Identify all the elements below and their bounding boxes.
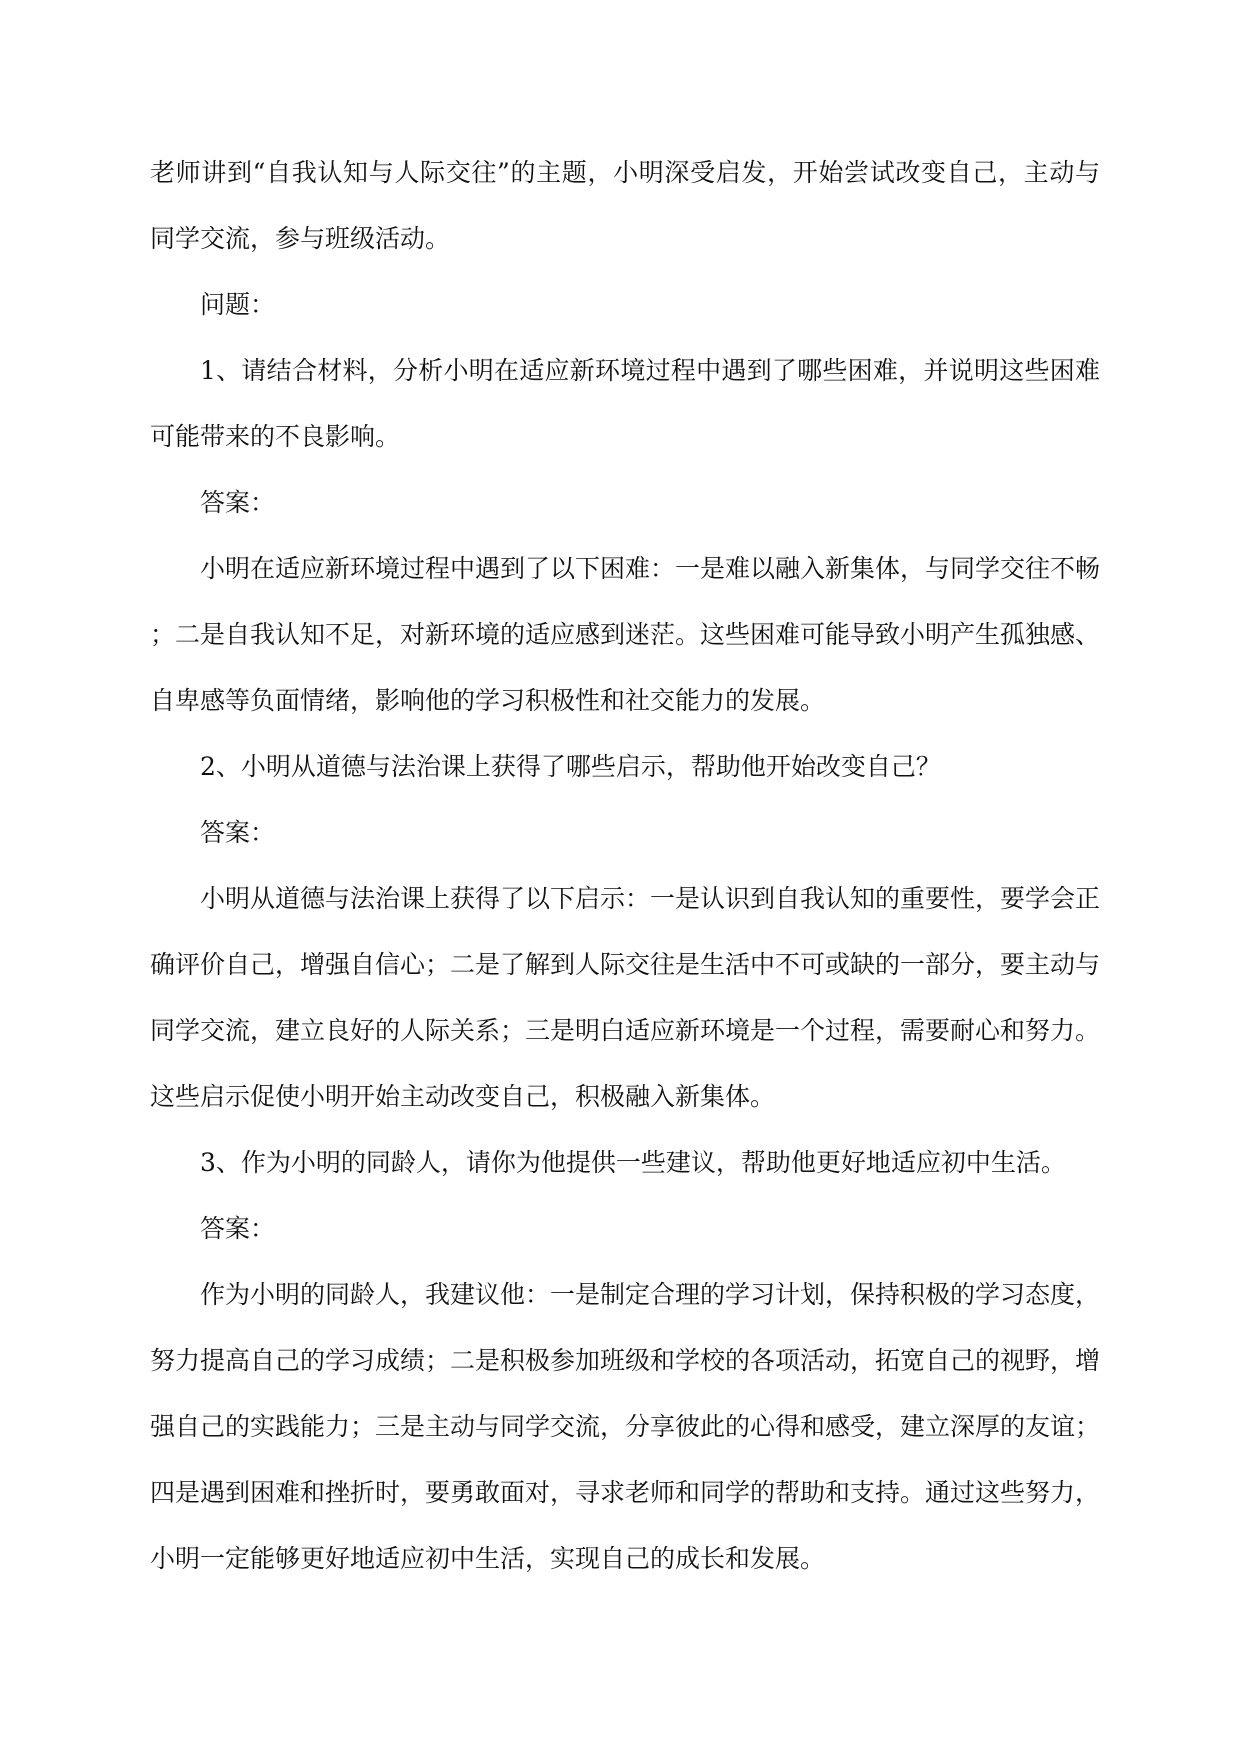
- question-1: 1、请结合材料，分析小明在适应新环境过程中遇到了哪些困难，并说明这些困难可能带来的不良影响。: [150, 356, 1100, 451]
- question-3: 3、作为小明的同龄人，请你为他提供一些建议，帮助他更好地适应初中生活。: [200, 1148, 1066, 1177]
- question-2: 2、小明从道德与法治课上获得了哪些启示，帮助他开始改变自己？: [200, 752, 941, 781]
- questions-heading: 问题：: [200, 290, 276, 319]
- answer-3-label: 答案：: [200, 1214, 276, 1243]
- material-continuation-paragraph: 老师讲到“自我认知与人际交往”的主题，小明深受启发，开始尝试改变自己，主动与同学交流，参与班级活动。: [150, 158, 1100, 253]
- answer-1-label: 答案：: [200, 488, 276, 517]
- document-page: [150, 140, 1100, 1592]
- answer-2-label: 答案：: [200, 818, 276, 847]
- answer-1-text: 小明在适应新环境过程中遇到了以下困难：一是难以融入新集体，与同学交往不畅；二是自我认知不足，对新环境的适应感到迷茫。这些困难可能导致小明产生孤独感、自卑感等负面情绪，影响他的学习积极性和社交能力的发展。: [150, 554, 1101, 715]
- answer-3-text: 作为小明的同龄人，我建议他：一是制定合理的学习计划，保持积极的学习态度，努力提高自己的学习成绩；二是积极参加班级和学校的各项活动，拓宽自己的视野，增强自己的实践能力；三是主动与同学交流，分享彼此的心得和感受，建立深厚的友谊；四是遇到困难和挫折时，要勇敢面对，寻求老师和同学的帮助和支持。通过这些努力，小明一定能够更好地适应初中生活，实现自己的成长和发展。: [150, 1280, 1101, 1573]
- answer-2-text: 小明从道德与法治课上获得了以下启示：一是认识到自我认知的重要性，要学会正确评价自己，增强自信心；二是了解到人际交往是生活中不可或缺的一部分，要主动与同学交流，建立良好的人际关系；三是明白适应新环境是一个过程，需要耐心和努力。这些启示促使小明开始主动改变自己，积极融入新集体。: [150, 884, 1101, 1111]
